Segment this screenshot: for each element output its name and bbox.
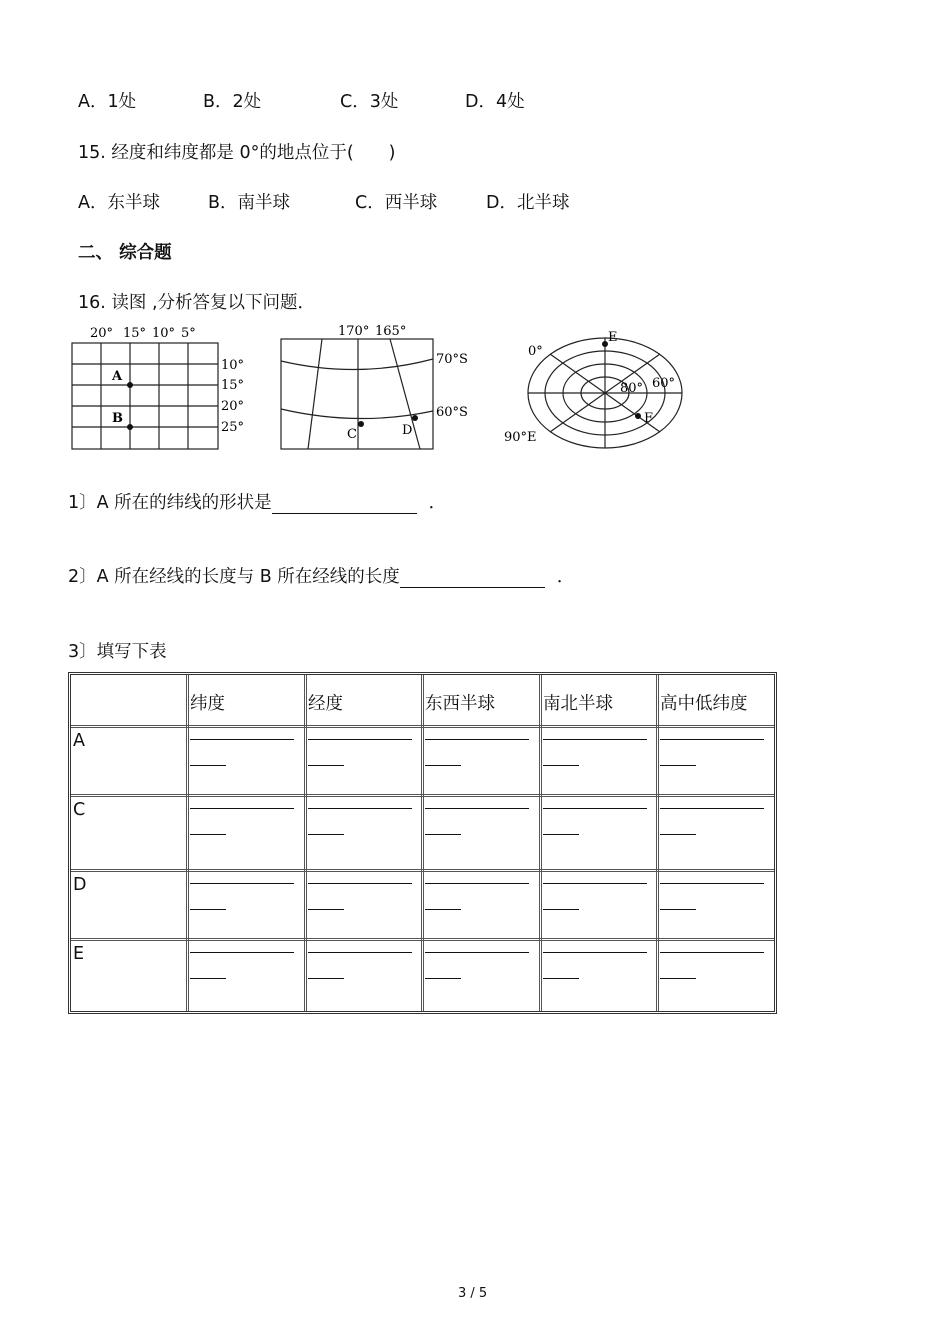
trapezoid-right-label: 70°S xyxy=(436,352,468,367)
polar-label: 90°E xyxy=(504,430,537,445)
q16-sub2-end: ． xyxy=(556,567,575,587)
q14-option-d: D．4处 xyxy=(465,92,525,112)
grid-right-label: 10° xyxy=(221,358,245,373)
answer-cell[interactable] xyxy=(658,798,766,842)
answer-cell[interactable] xyxy=(423,942,531,986)
point-c-marker xyxy=(358,421,364,427)
q14-option-c: C．3处 xyxy=(340,92,399,112)
answer-cell[interactable] xyxy=(541,729,649,773)
q14-option-a: A．1处 xyxy=(78,92,137,112)
trapezoid-top-label: 170° xyxy=(338,324,370,339)
q16-sub1-text: 1〕A 所在的纬线的形状是 xyxy=(68,493,272,513)
q16-sub3: 3〕填写下表 xyxy=(68,642,167,662)
table-divider xyxy=(71,869,774,872)
grid-top-label: 5° xyxy=(181,326,196,341)
grid-figure xyxy=(68,323,258,453)
q16-sub1 xyxy=(68,489,446,514)
answer-cell[interactable] xyxy=(188,942,296,986)
answer-cell[interactable] xyxy=(423,729,531,773)
answer-blank[interactable] xyxy=(272,495,417,514)
polar-label: 60° xyxy=(652,376,676,391)
q16-sub2 xyxy=(68,563,574,588)
q16-sub1-end: ． xyxy=(428,493,447,513)
q15-option-a: A．东半球 xyxy=(78,193,160,213)
answer-table xyxy=(68,672,777,1014)
table-header: 东西半球 xyxy=(425,694,495,714)
answer-cell[interactable] xyxy=(306,798,414,842)
answer-cell[interactable] xyxy=(541,873,649,917)
answer-cell[interactable] xyxy=(188,873,296,917)
point-c-label: C xyxy=(347,427,357,442)
point-d-marker xyxy=(412,415,418,421)
answer-cell[interactable] xyxy=(306,729,414,773)
page-number: 3 / 5 xyxy=(458,1286,488,1301)
point-b-label: B xyxy=(112,411,123,426)
answer-cell[interactable] xyxy=(423,873,531,917)
grid-top-label: 10° xyxy=(152,326,176,341)
answer-cell[interactable] xyxy=(541,798,649,842)
q15-option-c: C．西半球 xyxy=(355,193,438,213)
table-divider xyxy=(71,725,774,728)
grid-right-label: 15° xyxy=(221,378,245,393)
q15-option-b: B．南半球 xyxy=(208,193,291,213)
answer-cell[interactable] xyxy=(188,729,296,773)
table-header: 高中低纬度 xyxy=(660,694,748,714)
answer-cell[interactable] xyxy=(658,942,766,986)
table-header: 南北半球 xyxy=(543,694,613,714)
q15-option-d: D．北半球 xyxy=(486,193,570,213)
table-divider xyxy=(71,938,774,941)
trapezoid-figure xyxy=(278,323,478,453)
polar-figure xyxy=(498,323,698,453)
grid-right-label: 25° xyxy=(221,420,245,435)
table-row-label: D xyxy=(73,875,87,895)
table-header: 纬度 xyxy=(190,694,225,714)
answer-cell[interactable] xyxy=(306,942,414,986)
trapezoid-right-label: 60°S xyxy=(436,405,468,420)
point-a-label: A xyxy=(112,369,123,384)
trapezoid-top-label: 165° xyxy=(375,324,407,339)
table-header: 经度 xyxy=(308,694,343,714)
answer-cell[interactable] xyxy=(188,798,296,842)
grid-top-label: 20° xyxy=(90,326,114,341)
table-row-label: A xyxy=(73,731,85,751)
answer-cell[interactable] xyxy=(541,942,649,986)
grid-top-label: 15° xyxy=(123,326,147,341)
table-row-label: E xyxy=(73,944,85,964)
table-row-label: C xyxy=(73,800,86,820)
q16-sub2-text: 2〕A 所在经线的长度与 B 所在经线的长度 xyxy=(68,567,400,587)
q14-option-b: B．2处 xyxy=(203,92,262,112)
q15-question: 15. 经度和纬度都是 0°的地点位于( ) xyxy=(78,143,396,163)
answer-cell[interactable] xyxy=(658,729,766,773)
polar-label: 0° xyxy=(528,344,543,359)
section-title: 二、 综合题 xyxy=(78,243,172,263)
table-divider xyxy=(71,794,774,797)
point-b-marker xyxy=(127,424,133,430)
polar-label: 80° xyxy=(620,381,644,396)
answer-cell[interactable] xyxy=(658,873,766,917)
answer-blank[interactable] xyxy=(400,569,545,588)
answer-cell[interactable] xyxy=(306,873,414,917)
grid-right-label: 20° xyxy=(221,399,245,414)
answer-cell[interactable] xyxy=(423,798,531,842)
point-d-label: D xyxy=(402,423,413,438)
point-e-label: E xyxy=(608,330,618,345)
point-f-label: F xyxy=(644,411,654,426)
q16-question: 16. 读图 ,分析答复以下问题． xyxy=(78,293,316,313)
point-a-marker xyxy=(127,382,133,388)
point-f-marker xyxy=(635,413,641,419)
